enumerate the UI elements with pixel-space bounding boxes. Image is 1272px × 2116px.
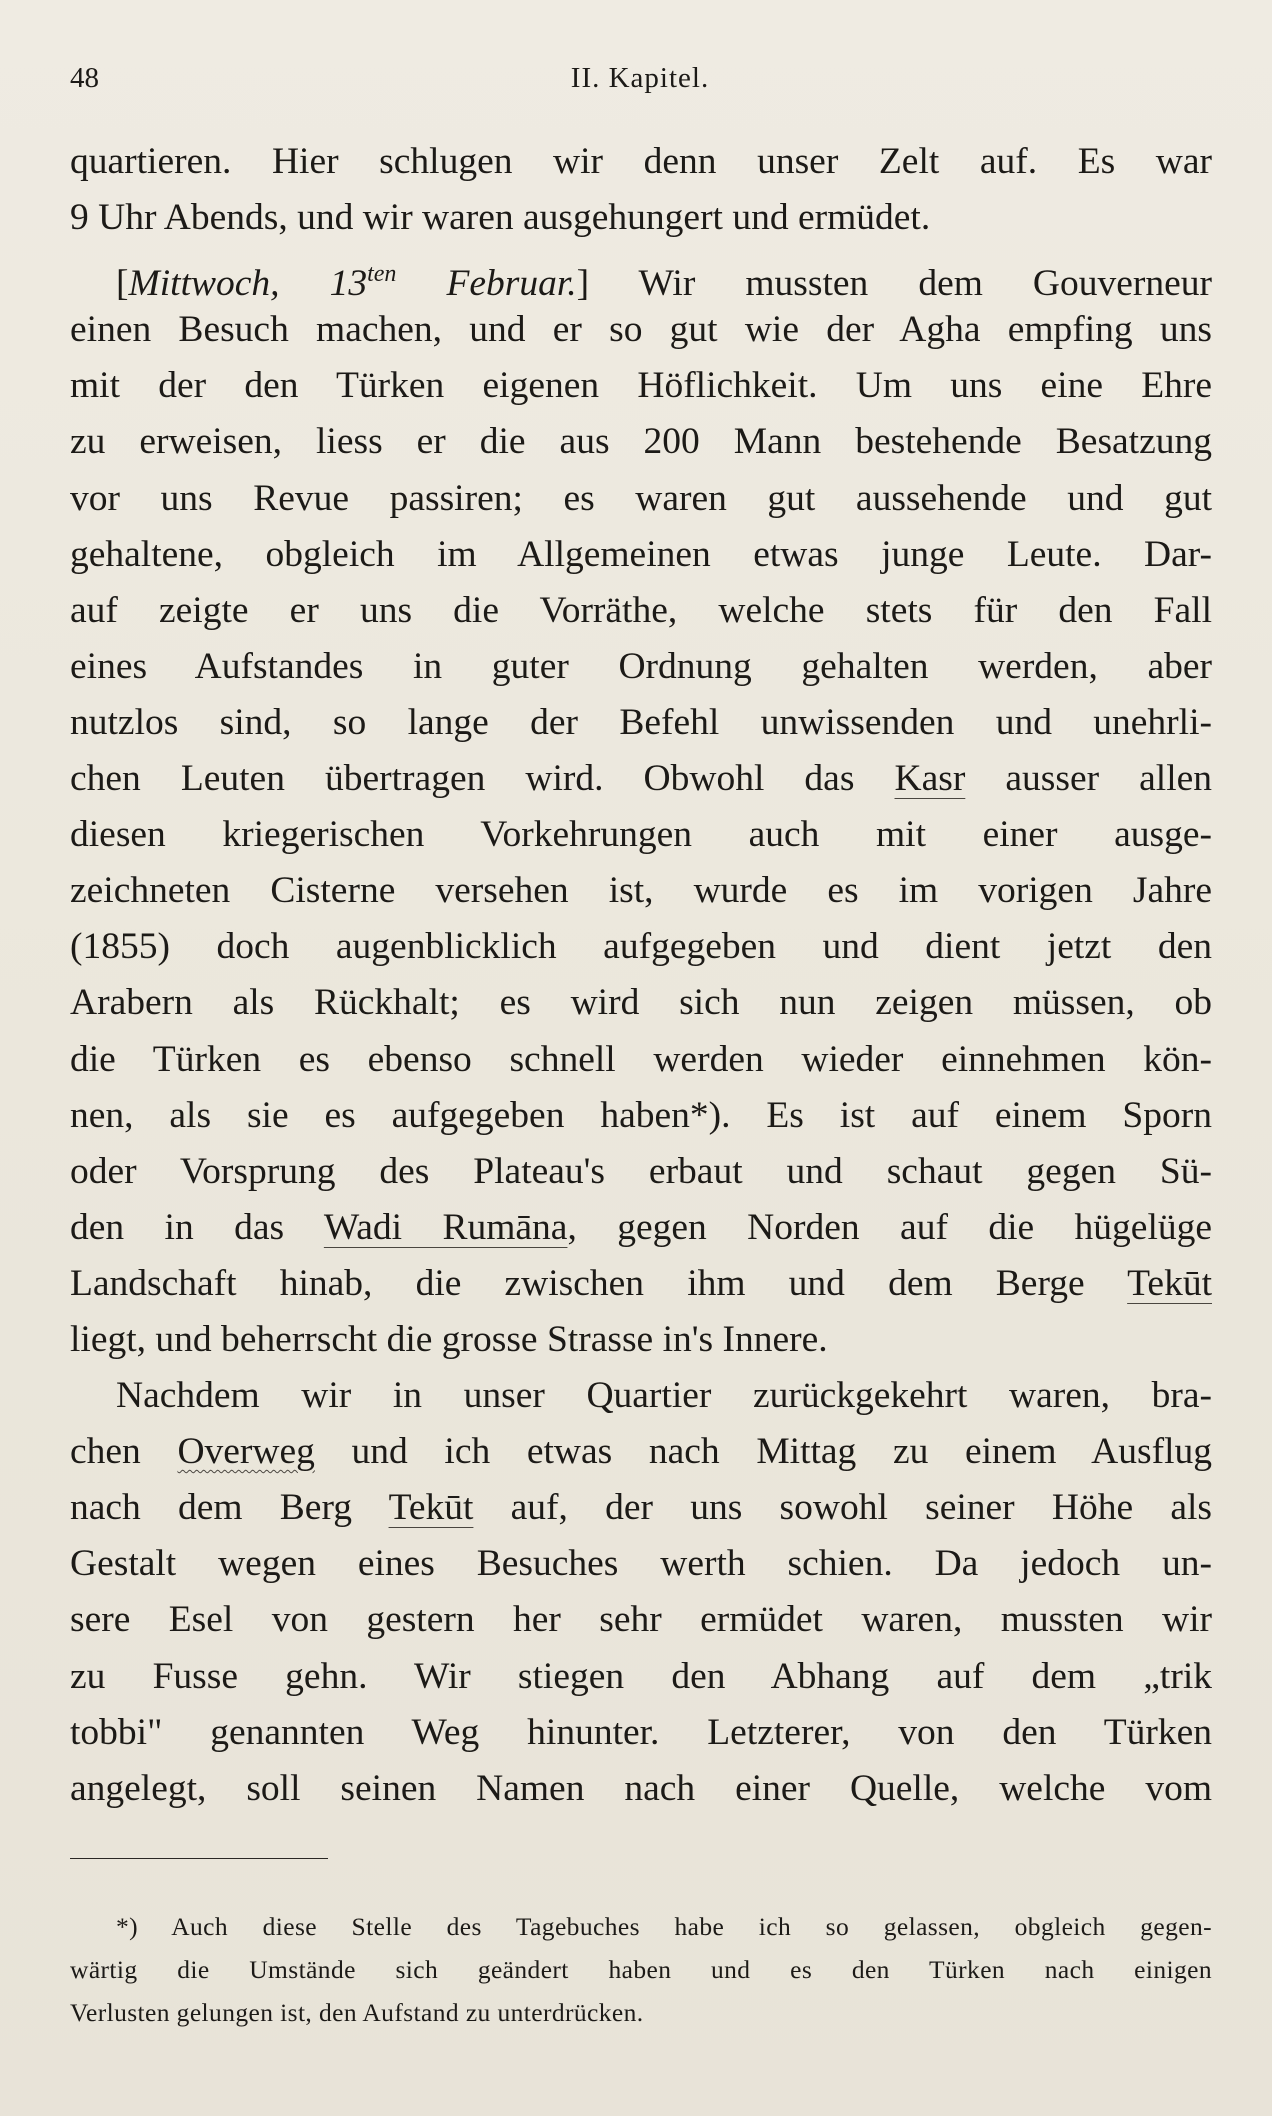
underlined-word: Wadi Rumāna	[323, 1206, 568, 1248]
footnote-line: *) Auch diese Stelle des Tagebuches habe ich so gelassen, obgleich gegen-	[116, 1912, 1212, 1941]
text-line: oder Vorsprung des Plateau's erbaut und schaut gegen Sü-	[70, 1150, 1212, 1192]
text-segment: nach dem Berg	[70, 1487, 353, 1529]
date-day: 13	[329, 263, 368, 303]
date-open-bracket: [	[116, 263, 129, 303]
text-line: gehaltene, obgleich im Allgemeinen etwas junge Leute. Dar-	[70, 533, 1212, 575]
text-line: tobbi" genannten Weg hinunter. Letzterer, von den Türken	[70, 1711, 1212, 1753]
date-weekday: Mittwoch,	[128, 263, 280, 303]
footnote-divider	[70, 1858, 328, 1859]
text-segment: Wir mussten dem Gouverneur	[638, 263, 1212, 303]
text-segment: und ich etwas nach Mittag zu einem Ausflug	[351, 1431, 1212, 1473]
date-month: Februar.	[446, 263, 577, 303]
text-line: Arabern als Rückhalt; es wird sich nun zeigen müssen, ob	[70, 982, 1212, 1024]
text-line: zu Fusse gehn. Wir stiegen den Abhang auf dem „trik	[70, 1655, 1212, 1697]
text-line: Nachdem wir in unser Quartier zurückgekehrt waren, bra-	[116, 1375, 1212, 1417]
text-segment: , gegen Norden auf die hügelüge	[567, 1206, 1212, 1248]
footnote-line: wärtig die Umstände sich geändert haben und es den Türken nach einigen	[70, 1955, 1212, 1984]
text-line: quartieren. Hier schlugen wir denn unser Zelt auf. Es war	[70, 141, 1212, 182]
page-header	[70, 62, 1210, 102]
text-line	[70, 1424, 1212, 1480]
text-segment: chen	[70, 1431, 141, 1473]
text-segment: chen Leuten übertragen wird. Obwohl das	[70, 758, 855, 800]
text-line: Gestalt wegen eines Besuches werth schien. Da jedoch un-	[70, 1543, 1212, 1585]
text-line: vor uns Revue passiren; es waren gut aussehende und gut	[70, 477, 1212, 519]
text-segment: auf, der uns sowohl seiner Höhe als	[510, 1487, 1212, 1529]
text-line	[70, 1200, 1212, 1256]
footnote-line: Verlusten gelungen ist, den Aufstand zu unterdrücken.	[70, 1998, 644, 2027]
text-line: einen Besuch machen, und er so gut wie der Agha empfing uns	[70, 309, 1212, 351]
underlined-word: Tekūt	[1127, 1262, 1212, 1304]
text-line: 9 Uhr Abends, und wir waren ausgehungert und ermüdet.	[70, 197, 931, 239]
underlined-word: Tekūt	[388, 1487, 474, 1529]
text-line: mit der den Türken eigenen Höflichkeit. Um uns eine Ehre	[70, 365, 1212, 407]
text-line: sere Esel von gestern her sehr ermüdet waren, mussten wir	[70, 1599, 1212, 1641]
text-line	[70, 1256, 1212, 1312]
page-number: 48	[70, 62, 99, 94]
text-line	[70, 1480, 1212, 1536]
text-line: zu erweisen, liess er die aus 200 Mann bestehende Besatzung	[70, 421, 1212, 463]
date-day-suffix: ten	[367, 261, 397, 288]
text-line: diesen kriegerischen Vorkehrungen auch mit einer ausge-	[70, 814, 1212, 856]
underlined-word: Kasr	[894, 758, 966, 800]
text-segment: Landschaft hinab, die zwischen ihm und dem Berge	[70, 1262, 1085, 1304]
footnote	[70, 1905, 1212, 2034]
wavy-underlined-word: Overweg	[177, 1431, 315, 1473]
text-line	[70, 751, 1212, 807]
body-text	[70, 134, 1212, 1817]
text-line: nutzlos sind, so lange der Befehl unwissenden und unehrli-	[70, 701, 1212, 743]
text-line	[70, 246, 1212, 302]
text-segment: den in das	[70, 1206, 285, 1248]
text-line: eines Aufstandes in guter Ordnung gehalten werden, aber	[70, 645, 1212, 687]
text-line: (1855) doch augenblicklich aufgegeben und dient jetzt den	[70, 926, 1212, 968]
text-line: auf zeigte er uns die Vorräthe, welche stets für den Fall	[70, 589, 1212, 631]
diary-date	[129, 263, 577, 302]
text-segment: ausser allen	[1005, 758, 1212, 800]
text-line: zeichneten Cisterne versehen ist, wurde es im vorigen Jahre	[70, 870, 1212, 912]
text-line: angelegt, soll seinen Namen nach einer Quelle, welche vom	[70, 1767, 1212, 1809]
text-line: die Türken es ebenso schnell werden wieder einnehmen kön-	[70, 1038, 1212, 1080]
running-head: II. Kapitel.	[570, 62, 710, 94]
date-close-bracket: ]	[576, 263, 590, 303]
text-line: liegt, und beherrscht die grosse Strasse in's Innere.	[70, 1318, 828, 1360]
text-line: nen, als sie es aufgegeben haben*). Es ist auf einem Sporn	[70, 1094, 1212, 1136]
